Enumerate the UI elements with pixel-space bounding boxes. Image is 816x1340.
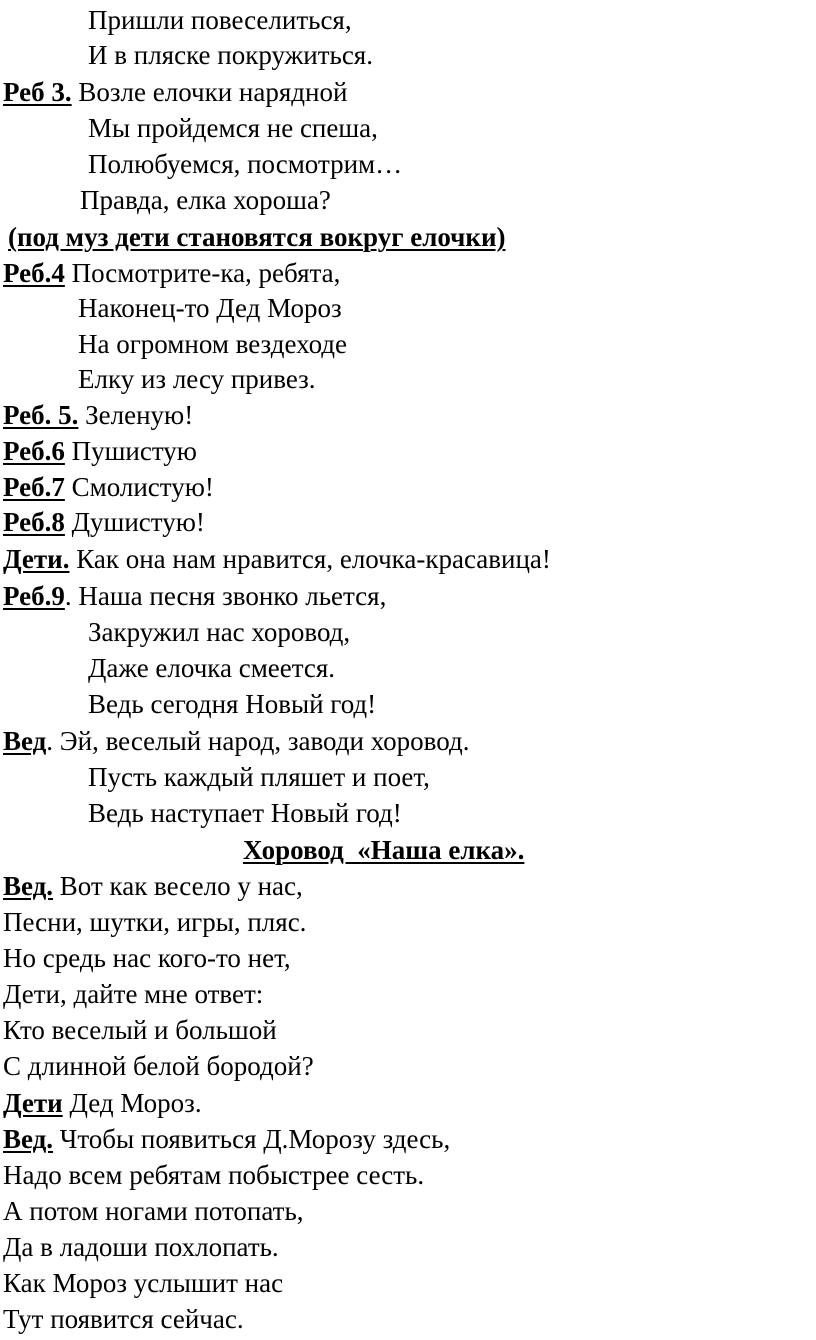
stage-direction: (под муз дети становятся вокруг елочки) (8, 222, 506, 252)
speaker-line: Дети. Как она нам нравится, елочка-красавица! (3, 544, 551, 574)
verse-line: Елку из лесу привез. (78, 364, 316, 394)
speaker-label: Реб 3. (3, 77, 72, 107)
speaker-label: Реб.8 (3, 507, 65, 537)
speaker-label: Вед (3, 726, 47, 756)
speaker-line: Вед. Вот как весело у нас, (3, 871, 303, 901)
verse-line: Ведь сегодня Новый год! (88, 689, 377, 719)
verse-line: Пришли повеселиться, (88, 5, 352, 35)
speaker-line: Реб 3. Возле елочки нарядной (3, 77, 348, 107)
verse-line: Но средь нас кого-то нет, (3, 943, 291, 973)
speaker-line: Реб.6 Пушистую (3, 436, 197, 466)
verse-line: Наконец-то Дед Мороз (78, 293, 342, 323)
speaker-label: Реб.4 (3, 258, 65, 288)
verse-line: Да в ладоши похлопать. (3, 1232, 279, 1262)
speaker-label: Дети (3, 1088, 63, 1118)
verse-line: Полюбуемся, посмотрим… (88, 149, 403, 179)
verse-line: И в пляске покружиться. (88, 40, 373, 70)
speaker-line: Реб.7 Смолистую! (3, 472, 214, 502)
speaker-label: Реб.7 (3, 472, 65, 502)
verse-line: Закружил нас хоровод, (88, 617, 351, 647)
verse-line: Мы пройдемся не спеша, (88, 113, 378, 143)
verse-line: С длинной белой бородой? (3, 1051, 314, 1081)
speaker-label: Вед. (3, 1124, 54, 1154)
verse-line: Дети, дайте мне ответ: (3, 979, 264, 1009)
speaker-line: Реб.9. Наша песня звонко льется, (3, 581, 387, 611)
speaker-line: Вед. Эй, веселый народ, заводи хоровод. (3, 726, 470, 756)
speaker-label: Вед. (3, 871, 54, 901)
speaker-line: Вед. Чтобы появиться Д.Морозу здесь, (3, 1124, 451, 1154)
verse-line: Кто веселый и большой (3, 1015, 277, 1045)
speaker-line: Реб.4 Посмотрите-ка, ребята, (3, 258, 341, 288)
verse-line: На огромном вездеходе (78, 329, 348, 359)
speaker-label: Реб. 5. (3, 400, 79, 430)
speaker-label: Дети. (3, 544, 70, 574)
verse-line: Песни, шутки, игры, пляс. (3, 907, 307, 937)
section-heading: Хоровод «Наша елка». (243, 835, 525, 865)
speaker-label: Реб.6 (3, 436, 65, 466)
verse-line: Даже елочка смеется. (88, 653, 336, 683)
verse-line: Надо всем ребятам побыстрее сесть. (3, 1160, 425, 1190)
verse-line: А потом ногами потопать, (3, 1196, 304, 1226)
speaker-label: Реб.9 (3, 581, 65, 611)
verse-line: Пусть каждый пляшет и поет, (88, 762, 430, 792)
verse-line: Ведь наступает Новый год! (88, 798, 402, 828)
speaker-line: Реб. 5. Зеленую! (3, 400, 194, 430)
speaker-line: Реб.8 Душистую! (3, 507, 205, 537)
verse-line: Тут появится сейчас. (3, 1304, 244, 1334)
verse-line: Правда, елка хороша? (80, 185, 331, 215)
verse-line: Как Мороз услышит нас (3, 1268, 284, 1298)
speaker-line: Дети Дед Мороз. (3, 1088, 202, 1118)
